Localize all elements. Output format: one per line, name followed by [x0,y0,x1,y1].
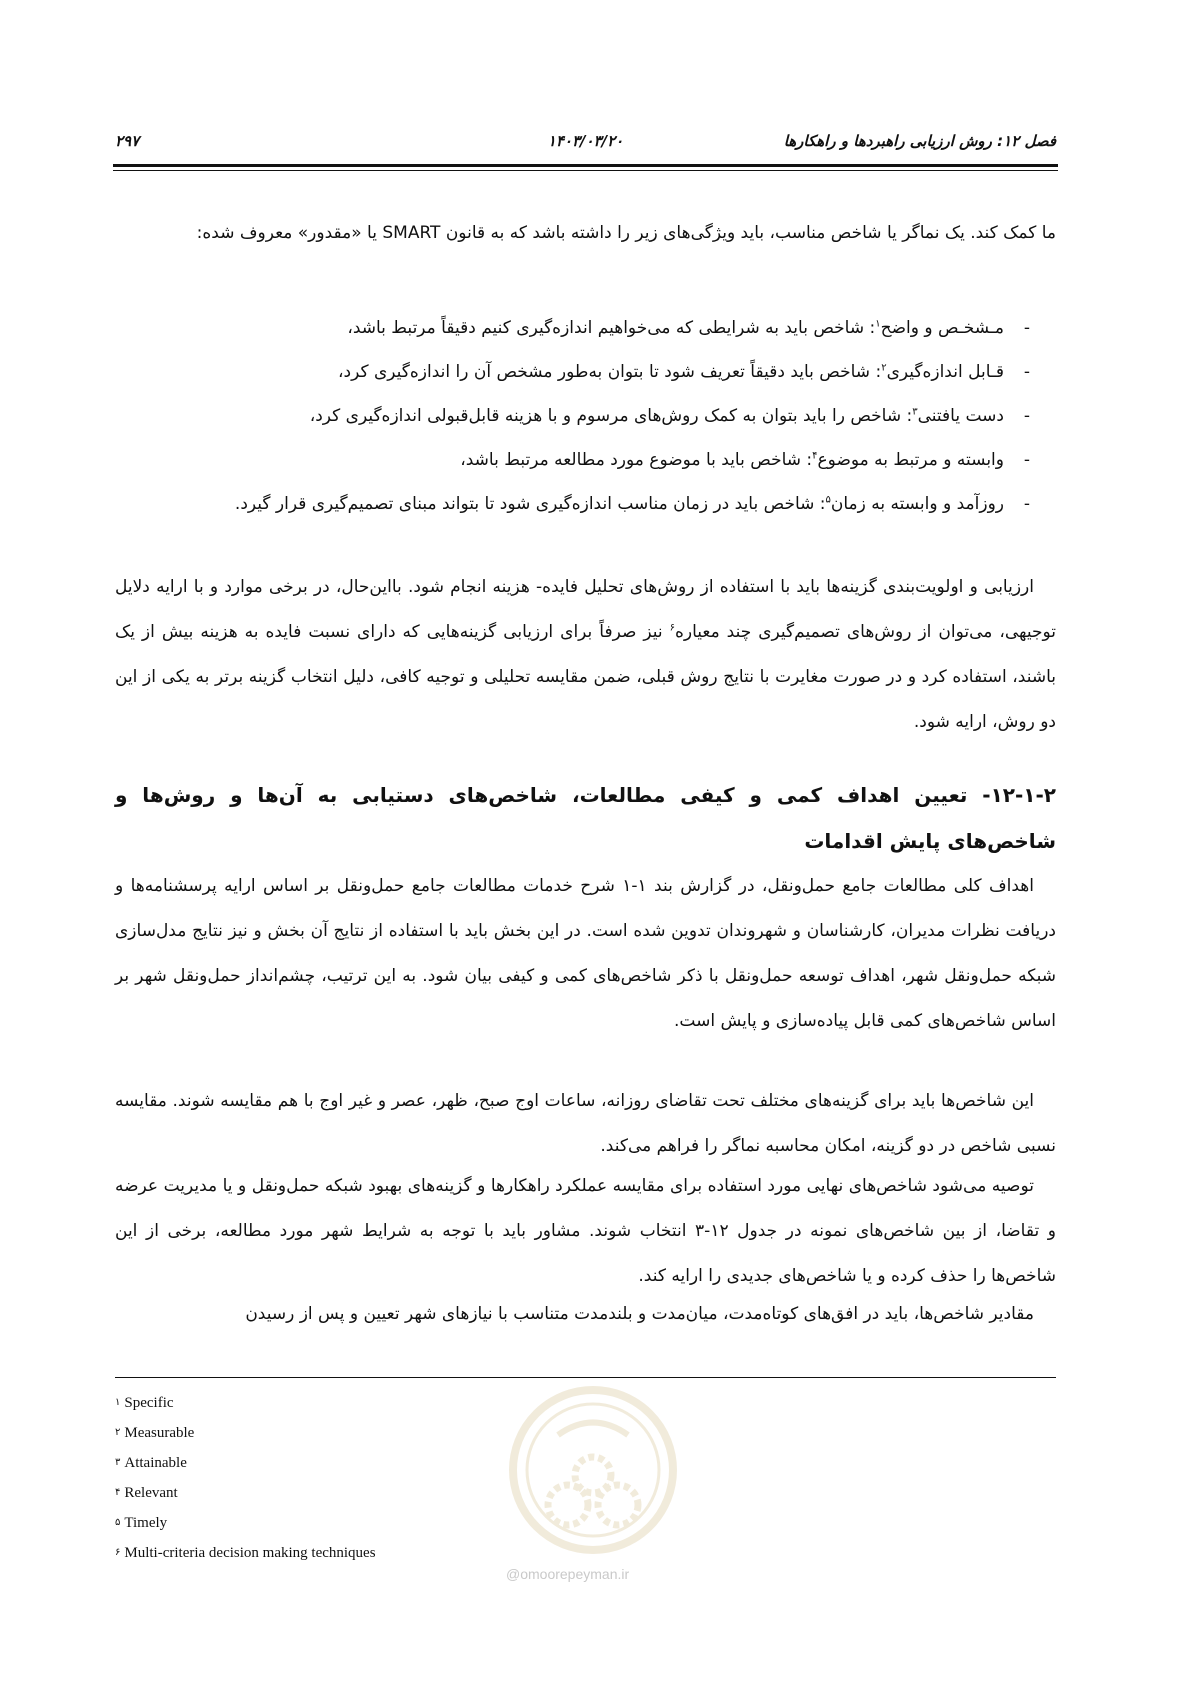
footnote-ref: ۵ [825,494,831,506]
paragraph-goals: اهداف کلی مطالعات جامع حمل‌ونقل، در گزارش بند ۱-۱ شرح خدمات مطالعات جامع حمل‌ونقل بر اساس ارایه پرسشنامه‌ها و دریافت نظرات مدیران، کارشناسان و شهروندان تدوین شده است. در این بخش باید با استفاده از نتایج آن بخش و نیز نتایج مدل‌سازی شبکه حمل‌ونقل شهر، اهداف توسعه حمل‌ونقل با ذکر شاخص‌های کمی و کیفی بیان شود. به این ترتیب، چشم‌انداز حمل‌ونقل شهر بر اساس شاخص‌های کمی قابل پیاده‌سازی و پایش است. [115,876,1056,1031]
footnote: $^۱$ Specific [115,1395,174,1411]
chapter-title: فصل ۱۲: روش ارزیابی راهبردها و راهکارها [783,132,1056,150]
header-date: ۱۴۰۳/۰۳/۲۰ [547,132,624,150]
footnote-ref: ۱ [875,318,881,330]
footnote-ref: ۲ [881,362,887,374]
footnote-ref: ۶ [669,622,675,634]
running-header [115,132,1056,158]
paragraph-values: مقادیر شاخص‌ها، باید در افق‌های کوتاه‌مدت، میان‌مدت و بلندمدت متناسب با نیازهای شهر تعیین و پس از رسیدن [245,1304,1034,1324]
gear-seal-icon [498,1375,688,1565]
paragraph-recommendation: توصیه می‌شود شاخص‌های نهایی مورد استفاده برای مقایسه عملکرد راهکارها و گزینه‌های بهبود شبکه حمل‌ونقل و یا مدیریت عرضه و تقاضا، از بین شاخص‌های نمونه در جدول ۱۲-۳ انتخاب شوند. مشاور باید با توجه به شرایط شهر مورد مطالعه، برخی از این شاخص‌ها را حذف کرده و یا شاخص‌های جدیدی را ارایه کند. [115,1176,1056,1286]
list-item: - روزآمد و وابسته به زمان$^۵$: شاخص باید در زمان مناسب اندازه‌گیری شود تا بتواند مبنای تصمیم‌گیری قرار گیرد. [234,494,1030,514]
smart-criteria-list [115,306,1030,526]
footnote: $^۵$ Timely [115,1515,168,1531]
page-number: ۲۹۷ [115,132,140,150]
list-item: - مـشخـص و واضح$^۱$: شاخص باید به شرایطی که می‌خواهیم اندازه‌گیری کنیم دقیقاً مرتبط باشد، [347,318,1030,338]
list-item: - قـابل اندازه‌گیری$^۲$: شاخص باید دقیقاً تعریف شود تا بتوان به‌طور مشخص آن را اندازه‌گیری کرد، [338,362,1030,382]
header-rule-thin [113,170,1058,171]
watermark-url: @omoorepeyman.ir [506,1566,630,1582]
intro-paragraph: ما کمک کند. یک نماگر یا شاخص مناسب، باید ویژگی‌های زیر را داشته باشد که به قانون SMART یا «مقدور» معروف شده: [196,223,1056,243]
footnote-ref: ۴ [812,450,818,462]
footnote: $^۲$ Measurable [115,1425,195,1441]
list-item: - وابسته و مرتبط به موضوع$^۴$: شاخص باید با موضوع مورد مطالعه مرتبط باشد، [460,450,1030,470]
header-rule-thick [113,164,1058,167]
footnote: $^۶$ Multi-criteria decision making techniques [115,1545,376,1561]
paragraph-evaluation: ارزیابی و اولویت‌بندی گزینه‌ها باید با استفاده از روش‌های تحلیل فایده- هزینه انجام شود. بااین‌حال، در برخی موارد و با ارایه دلایل توجیهی، می‌توان از روش‌های تصمیم‌گیری چند معیاره$^۶$ نیز صرفاً برای ارزیابی گزینه‌هایی که دارای نسبت فایده به هزینه بیش از یک باشند، استفاده کرد و در صورت مغایرت با نتایج روش قبلی، ضمن مقایسه تحلیلی و توجیه کافی، دلیل انتخاب گزینه برتر به یکی از این دو روش، ارایه شود. [115,577,1056,732]
footnote: $^۴$ Relevant [115,1485,178,1501]
footnote-ref: ۳ [912,406,918,418]
footnote: $^۳$ Attainable [115,1455,187,1471]
paragraph-indicators: این شاخص‌ها باید برای گزینه‌های مختلف تحت تقاضای روزانه، ساعات اوج صبح، ظهر، عصر و غیر اوج با هم مقایسه شوند. مقایسه نسبی شاخص در دو گزینه، امکان محاسبه نماگر را فراهم می‌کند. [115,1091,1056,1156]
list-item: - دست یافتنی$^۳$: شاخص را باید بتوان به کمک روش‌های مرسوم و با هزینه قابل‌قبولی اندازه‌گیری کرد، [309,406,1030,426]
section-heading: ۱۲-۱-۲- تعیین اهداف کمی و کیفی مطالعات، شاخص‌های دستیابی به آن‌ها و روش‌ها و شاخص‌های پایش اقدامات [115,783,1056,853]
